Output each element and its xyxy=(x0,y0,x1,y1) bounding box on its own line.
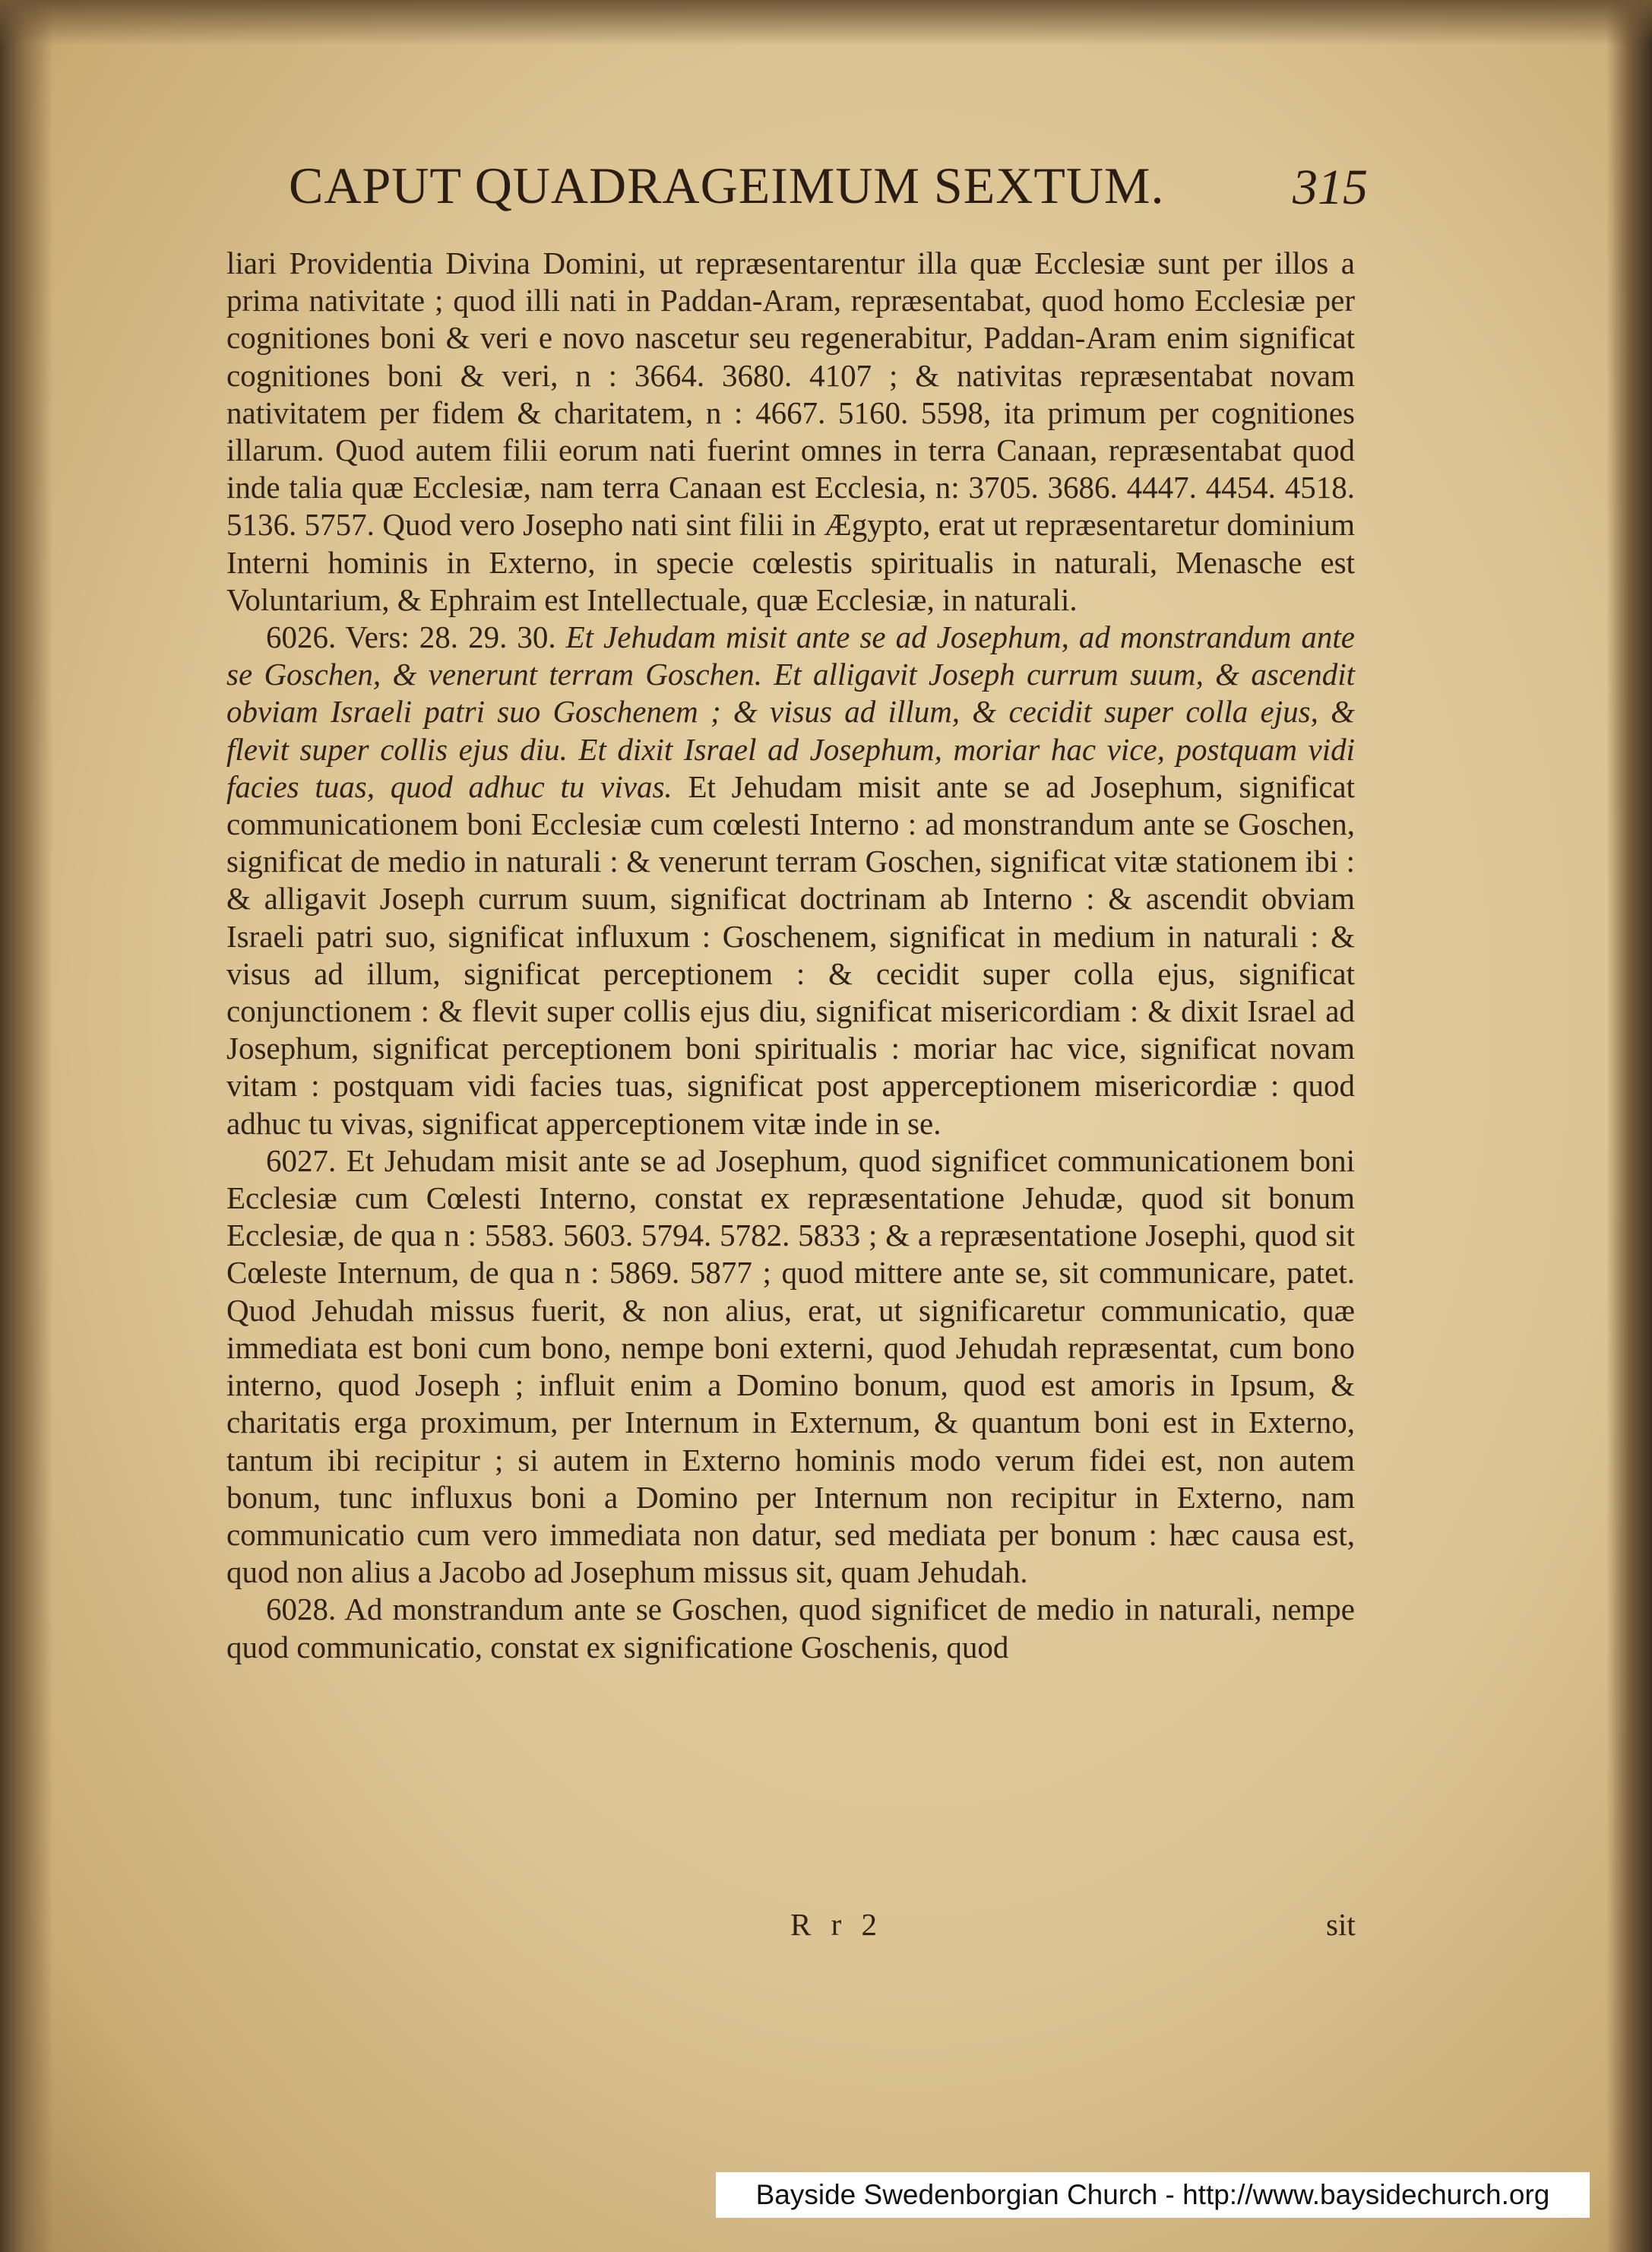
explanation-text: Et Jehudam misit ante se ad Josephum, significat communicationem boni Ecclesiæ cum cœlesti Interno : ad monstrandum ante se Goschen, significat de medio in naturali : & venerunt terram Goschen, significat vitæ stationem ibi : & alligavit Joseph currum suum, significat doctrinam ab Interno : & ascendit obviam Israeli patri suo, significat influxum : Goschenem, significat in medium in naturali : & visus ad illum, significat perceptionem : & cecidit super colla ejus, significat conjunctionem : & flevit super collis ejus diu, significat misericordiam : & dixit Israel ad Josephum, significat perceptionem boni spiritualis : moriar hac vice, significat novam vitam : postquam vidi facies tuas, significat post apperceptionem misericordiæ : quod adhuc tu vivas, significat apperceptionem vitæ inde in se. xyxy=(226,768,1356,1141)
verse-reference: 6026. Vers: 28. 29. 30. xyxy=(266,619,556,655)
book-spine-shadow xyxy=(0,0,53,2252)
paragraph-continued: liari Providentia Divina Domini, ut repræsentarentur illa quæ Ecclesiæ sunt per illos a prima nativitate ; quod illi nati in Paddan-Aram, repræsentabat, quod homo Ecclesiæ per cognitiones boni & veri e novo nascetur seu regenerabitur, Paddan-Aram enim significat cognitiones boni & veri, n : 3664. 3680. 4107 ; & nativitas repræsentabat novam nativitatem per fidem & charitatem, n : 4667. 5160. 5598, ita primum per cognitiones illarum. Quod autem filii eorum nati fuerint omnes in terra Canaan, repræsentabat quod inde talia quæ Ecclesiæ, nam terra Canaan est Ecclesia, n: 3705. 3686. 4447. 4454. 4518. 5136. 5757. Quod vero Josepho nati sint filii in Ægypto, erat ut repræsentaretur dominium Interni hominis in Externo, in specie cœlestis spiritualis in naturali, Menasche est Voluntarium, & Ephraim est Intellectuale, quæ Ecclesiæ, in naturali. xyxy=(226,245,1355,617)
top-edge-shadow xyxy=(0,0,1652,46)
signature-mark: R r 2 xyxy=(790,1907,883,1942)
page-number: 315 xyxy=(1293,160,1368,215)
source-watermark: Bayside Swedenborgian Church - http://www.baysidechurch.org xyxy=(716,2172,1590,2218)
body-text xyxy=(226,245,1355,1666)
running-title: CAPUT QUADRAGEIMUM SEXTUM. xyxy=(289,157,1165,214)
paragraph-6027: 6027. Et Jehudam misit ante se ad Josephum, quod significet communicationem boni Ecclesiæ cum Cœlesti Interno, constat ex repræsentatione Jehudæ, quod sit bonum Ecclesiæ, de qua n : 5583. 5603. 5794. 5782. 5833 ; & a repræsentatione Josephi, quod sit Cœleste Internum, de qua n : 5869. 5877 ; quod mittere ante se, sit communicare, patet. Quod Jehudah missus fuerit, & non alius, erat, ut significaretur communicatio, quæ immediata est boni cum bono, nempe boni externi, quod Jehudah repræsentat, cum bono interno, quod Joseph ; influit enim a Domino bonum, quod est amoris in Ipsum, & charitatis erga proximum, per Internum in Externum, & quantum boni est in Externo, tantum ibi recipitur ; si autem in Externo hominis modo verum fidei est, non autem bonum, tunc influxus boni a Domino per Internum non recipitur in Externo, nam communicatio cum vero immediata non datur, sed mediata per bonum : hæc causa est, quod non alius a Jacobo ad Josephum missus sit, quam Jehudah. xyxy=(226,1142,1355,1590)
scripture-quotation: Et Jehudam misit ante se ad Josephum, ad monstrandum ante se Goschen, & venerunt terram Goschen. Et alligavit Joseph currum suum, & ascendit obviam Israeli patri suo Goschenem ; & visus ad illum, & cecidit super colla ejus, & flevit super collis ejus diu. Et dixit Israel ad Josephum, moriar hac vice, postquam vidi facies tuas, quod adhuc tu vivas. xyxy=(226,619,1355,804)
paragraph-6028: 6028. Ad monstrandum ante se Goschen, quod significet de medio in naturali, nempe quod communicatio, constat ex significatione Goschenis, quod xyxy=(226,1592,1355,1664)
paragraph-6026 xyxy=(226,619,1355,1142)
catchword: sit xyxy=(1326,1907,1356,1942)
page-edge-shadow xyxy=(1606,0,1652,2252)
running-header xyxy=(289,156,1368,239)
